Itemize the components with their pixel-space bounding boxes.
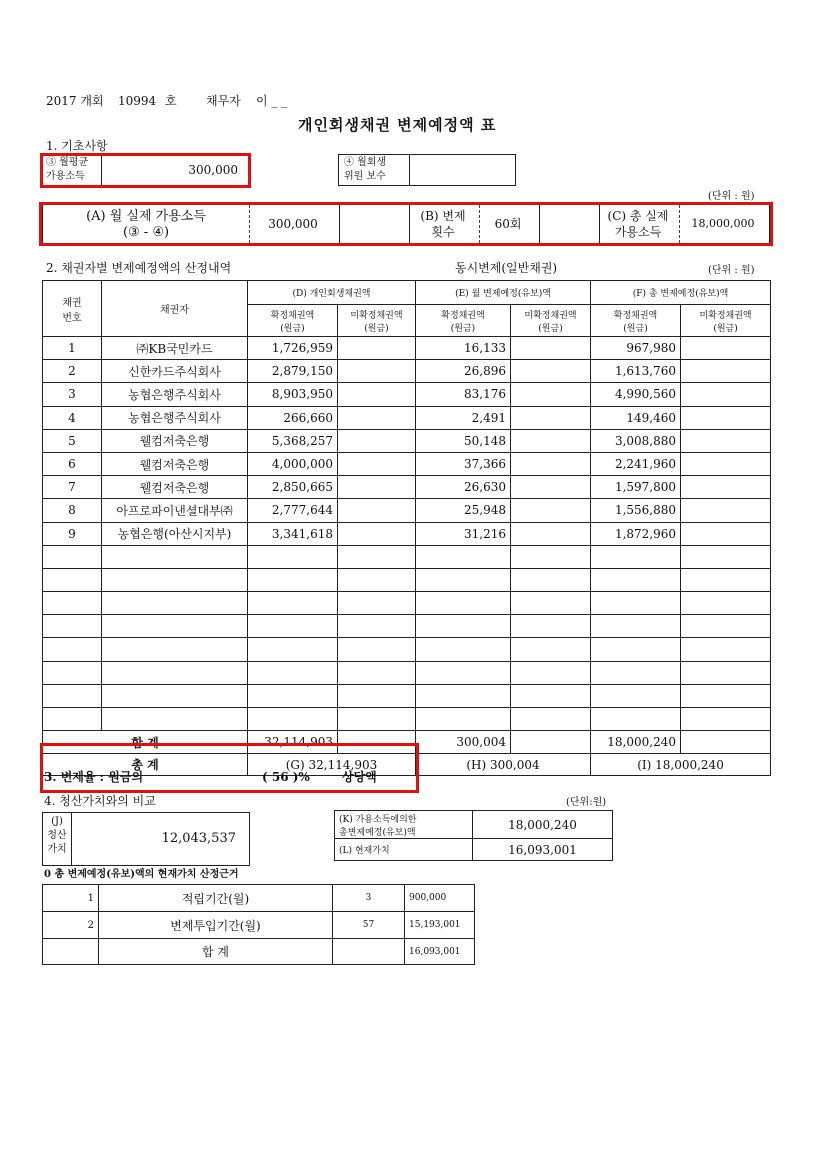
cell-d: [248, 568, 338, 591]
cell-eu: [511, 476, 591, 499]
empty-row: [43, 615, 771, 638]
comparison-table: [334, 810, 613, 861]
creditor-row: [43, 429, 771, 452]
trustee-fee-label-1: ④ 월회생: [344, 157, 387, 168]
cell-creditor: [102, 545, 248, 568]
cell-fu: [681, 708, 771, 731]
cell-e: 83,176: [416, 383, 511, 406]
pv-row: [43, 912, 475, 939]
debtor-name: 이 _ _: [256, 94, 288, 108]
a-value: 300,000: [268, 217, 318, 231]
cell-no: 6: [43, 452, 102, 475]
cell-fu: [681, 638, 771, 661]
cell-d: [248, 684, 338, 707]
cell-eu: [511, 708, 591, 731]
total-h: (H) 300,004: [416, 754, 591, 776]
cell-eu: [511, 499, 591, 522]
b-label-2: 횟수: [431, 225, 455, 239]
col-creditor-header: 채권자: [102, 281, 248, 337]
cell-no: [43, 684, 102, 707]
pv-no: 2: [43, 912, 99, 939]
cell-fu: [681, 545, 771, 568]
section1-unit: (단위 : 원): [708, 191, 755, 202]
cell-d: 8,903,950: [248, 383, 338, 406]
cell-fu: [681, 337, 771, 360]
pv-months: 3: [333, 885, 405, 912]
cell-e: [416, 708, 511, 731]
d-unconfirmed-header: 미확정채권액 (원금): [338, 305, 416, 337]
cell-du: [338, 545, 416, 568]
cell-du: [338, 476, 416, 499]
pv-months: 57: [333, 912, 405, 939]
cell-e: [416, 661, 511, 684]
rate-suffix: 상당액: [342, 770, 377, 784]
c-value: 18,000,000: [691, 217, 755, 230]
cell-no: 3: [43, 383, 102, 406]
cell-fu: [681, 360, 771, 383]
cell-d: 266,660: [248, 406, 338, 429]
cell-no: 7: [43, 476, 102, 499]
cell-no: [43, 568, 102, 591]
c-label-2: 가용소득: [614, 225, 662, 239]
cell-d: [248, 545, 338, 568]
cell-eu: [511, 452, 591, 475]
cell-eu: [511, 429, 591, 452]
creditor-row: [43, 337, 771, 360]
cell-creditor: [102, 684, 248, 707]
a-label-1: (A) 월 실제 가용소득: [86, 209, 206, 224]
a-label-2: (③ - ④): [122, 225, 170, 240]
cell-creditor: 농협은행주식회사: [102, 406, 248, 429]
col-f-header: (F) 총 변제예정(유보)액: [591, 281, 771, 305]
cell-no: 8: [43, 499, 102, 522]
cell-f: 2,241,960: [591, 452, 681, 475]
cell-e: 2,491: [416, 406, 511, 429]
cell-f: [591, 684, 681, 707]
cell-e: [416, 615, 511, 638]
cell-no: 9: [43, 522, 102, 545]
pv-sum-amount: 16,093,001: [405, 939, 475, 965]
cell-du: [338, 429, 416, 452]
cell-e: 50,148: [416, 429, 511, 452]
creditor-row: [43, 383, 771, 406]
cell-eu: [511, 337, 591, 360]
cell-fu: [681, 568, 771, 591]
creditor-row: [43, 406, 771, 429]
cell-du: [338, 522, 416, 545]
cell-f: 1,597,800: [591, 476, 681, 499]
b-label-1: (B) 변제: [420, 209, 466, 223]
sum-e: 300,004: [416, 731, 511, 754]
d-confirmed-header: 확정채권액 (원금): [248, 305, 338, 337]
section5-heading: 0 총 변제예정(유보)액의 현재가치 산정근거: [44, 869, 239, 880]
cell-no: [43, 545, 102, 568]
cell-e: [416, 638, 511, 661]
sum-d: 32,114,903: [248, 731, 338, 754]
cell-e: [416, 545, 511, 568]
section1-heading: 1. 기초사항: [46, 139, 108, 153]
e-unconfirmed-header: 미확정채권액 (원금): [511, 305, 591, 337]
creditor-row: [43, 522, 771, 545]
monthly-income-label-2: 가용소득: [46, 171, 85, 182]
empty-row: [43, 568, 771, 591]
cell-creditor: [102, 592, 248, 615]
pv-label: 적립기간(월): [99, 885, 333, 912]
cell-du: [338, 360, 416, 383]
empty-row: [43, 661, 771, 684]
cell-eu: [511, 592, 591, 615]
section2-heading: 2. 채권자별 변제예정액의 산정내역: [46, 261, 232, 275]
cell-no: [43, 708, 102, 731]
cell-eu: [511, 522, 591, 545]
cell-du: [338, 383, 416, 406]
cell-e: 37,366: [416, 452, 511, 475]
cell-du: [338, 708, 416, 731]
pv-amount: 15,193,001: [405, 912, 475, 939]
pv-row: [43, 885, 475, 912]
creditor-table: [42, 280, 771, 776]
monthly-income-value: 300,000: [188, 163, 238, 177]
cell-e: 31,216: [416, 522, 511, 545]
cell-fu: [681, 476, 771, 499]
cell-eu: [511, 383, 591, 406]
rate-percent: ( 56 )%: [262, 770, 310, 784]
case-unit: 호: [165, 94, 177, 108]
pv-amount: 900,000: [405, 885, 475, 912]
j-label-3: 가치: [47, 844, 67, 855]
cell-creditor: 아프로파이낸셜대부㈜: [102, 499, 248, 522]
case-number: 10994: [118, 94, 157, 108]
creditor-row: [43, 499, 771, 522]
highlight-monthly-income: [40, 153, 251, 188]
cell-f: 3,008,880: [591, 429, 681, 452]
section4-unit: (단위:원): [566, 797, 607, 808]
cell-eu: [511, 661, 591, 684]
highlight-income-summary: [39, 202, 773, 246]
cell-eu: [511, 406, 591, 429]
rate-label: 3. 변제율 : 원금의: [44, 770, 144, 784]
cell-fu: [681, 383, 771, 406]
cell-e: 25,948: [416, 499, 511, 522]
cell-f: 1,556,880: [591, 499, 681, 522]
cell-du: [338, 592, 416, 615]
cell-no: 2: [43, 360, 102, 383]
cell-no: [43, 615, 102, 638]
cell-fu: [681, 406, 771, 429]
trustee-fee-label-2: 위원 보수: [344, 171, 386, 182]
cell-fu: [681, 661, 771, 684]
pv-label: 변제투입기간(월): [99, 912, 333, 939]
creditor-row: [43, 452, 771, 475]
cell-e: 26,630: [416, 476, 511, 499]
sum-f: 18,000,240: [591, 731, 681, 754]
cell-creditor: [102, 638, 248, 661]
cell-eu: [511, 684, 591, 707]
k-value: 18,000,240: [473, 811, 613, 839]
b-value: 60회: [494, 217, 522, 231]
empty-row: [43, 708, 771, 731]
cell-du: [338, 684, 416, 707]
cell-no: 5: [43, 429, 102, 452]
cell-creditor: 농협은행(아산시지부): [102, 522, 248, 545]
section2-subtitle: 동시변제(일반채권): [455, 261, 558, 275]
cell-creditor: 웰컴저축은행: [102, 476, 248, 499]
cell-creditor: [102, 615, 248, 638]
cell-creditor: ㈜KB국민카드: [102, 337, 248, 360]
cell-e: [416, 684, 511, 707]
cell-d: 3,341,618: [248, 522, 338, 545]
cell-f: [591, 545, 681, 568]
pv-no: 1: [43, 885, 99, 912]
creditor-row: [43, 476, 771, 499]
cell-f: [591, 661, 681, 684]
f-unconfirmed-header: 미확정채권액 (원금): [681, 305, 771, 337]
cell-e: 26,896: [416, 360, 511, 383]
cell-eu: [511, 615, 591, 638]
j-label-2: 청산: [47, 830, 67, 841]
cell-creditor: 신한카드주식회사: [102, 360, 248, 383]
total-g: (G) 32,114,903: [248, 754, 416, 776]
sum-label: 합 계: [43, 731, 248, 754]
cell-d: [248, 592, 338, 615]
cell-fu: [681, 429, 771, 452]
k-label: (K) 가용소득에의한 총변제예정(유보)액: [335, 811, 473, 839]
c-label-1: (C) 총 실제: [607, 209, 669, 223]
empty-row: [43, 545, 771, 568]
empty-row: [43, 592, 771, 615]
cell-du: [338, 615, 416, 638]
cell-f: 1,613,760: [591, 360, 681, 383]
cell-d: 2,879,150: [248, 360, 338, 383]
cell-eu: [511, 545, 591, 568]
cell-no: 4: [43, 406, 102, 429]
cell-d: 4,000,000: [248, 452, 338, 475]
cell-creditor: [102, 708, 248, 731]
cell-d: [248, 638, 338, 661]
cell-creditor: 농협은행주식회사: [102, 383, 248, 406]
cell-e: 16,133: [416, 337, 511, 360]
cell-du: [338, 406, 416, 429]
cell-fu: [681, 592, 771, 615]
empty-row: [43, 638, 771, 661]
cell-fu: [681, 684, 771, 707]
empty-row: [43, 684, 771, 707]
cell-no: [43, 592, 102, 615]
cell-fu: [681, 522, 771, 545]
cell-eu: [511, 360, 591, 383]
cell-du: [338, 638, 416, 661]
cell-e: [416, 592, 511, 615]
cell-fu: [681, 499, 771, 522]
cell-f: [591, 638, 681, 661]
l-value: 16,093,001: [473, 839, 613, 861]
cell-f: [591, 615, 681, 638]
cell-d: [248, 615, 338, 638]
pv-sum-label: 합 계: [99, 939, 333, 965]
cell-f: [591, 592, 681, 615]
section2-unit: (단위 : 원): [708, 265, 755, 276]
cell-du: [338, 568, 416, 591]
cell-no: [43, 661, 102, 684]
cell-creditor: 웰컴저축은행: [102, 429, 248, 452]
creditor-row: [43, 360, 771, 383]
present-value-table: [42, 884, 475, 965]
section4-heading: 4. 청산가치와의 비교: [44, 794, 156, 808]
col-e-header: (E) 월 변제예정(유보)액: [416, 281, 591, 305]
j-value: 12,043,537: [161, 831, 236, 846]
cell-f: 967,980: [591, 337, 681, 360]
cell-d: [248, 661, 338, 684]
cell-f: [591, 568, 681, 591]
cell-fu: [681, 615, 771, 638]
monthly-income-label-1: ③ 월평균: [46, 157, 89, 168]
cell-eu: [511, 638, 591, 661]
cell-creditor: [102, 568, 248, 591]
cell-d: [248, 708, 338, 731]
cell-d: 2,777,644: [248, 499, 338, 522]
cell-f: 149,460: [591, 406, 681, 429]
l-label: (L) 현재가치: [335, 839, 473, 861]
cell-creditor: 웰컴저축은행: [102, 452, 248, 475]
col-d-header: (D) 개인회생채권액: [248, 281, 416, 305]
cell-d: 5,368,257: [248, 429, 338, 452]
col-no-header: 채권 번호: [43, 281, 102, 337]
j-label-1: (J): [51, 816, 63, 827]
document-title: 개인회생채권 변제예정액 표: [298, 116, 497, 134]
highlight-total-rate: [40, 743, 419, 793]
cell-du: [338, 661, 416, 684]
cell-du: [338, 337, 416, 360]
cell-no: 1: [43, 337, 102, 360]
cell-e: [416, 568, 511, 591]
cell-eu: [511, 568, 591, 591]
e-confirmed-header: 확정채권액 (원금): [416, 305, 511, 337]
cell-du: [338, 499, 416, 522]
total-label: 총 계: [43, 754, 248, 776]
cell-creditor: [102, 661, 248, 684]
case-year: 2017 개회: [46, 94, 104, 108]
cell-d: 2,850,665: [248, 476, 338, 499]
cell-f: [591, 708, 681, 731]
f-confirmed-header: 확정채권액 (원금): [591, 305, 681, 337]
cell-f: 4,990,560: [591, 383, 681, 406]
cell-no: [43, 638, 102, 661]
debtor-label: 채무자: [206, 94, 241, 108]
cell-d: 1,726,959: [248, 337, 338, 360]
cell-fu: [681, 452, 771, 475]
cell-du: [338, 452, 416, 475]
cell-f: 1,872,960: [591, 522, 681, 545]
total-i: (I) 18,000,240: [591, 754, 771, 776]
